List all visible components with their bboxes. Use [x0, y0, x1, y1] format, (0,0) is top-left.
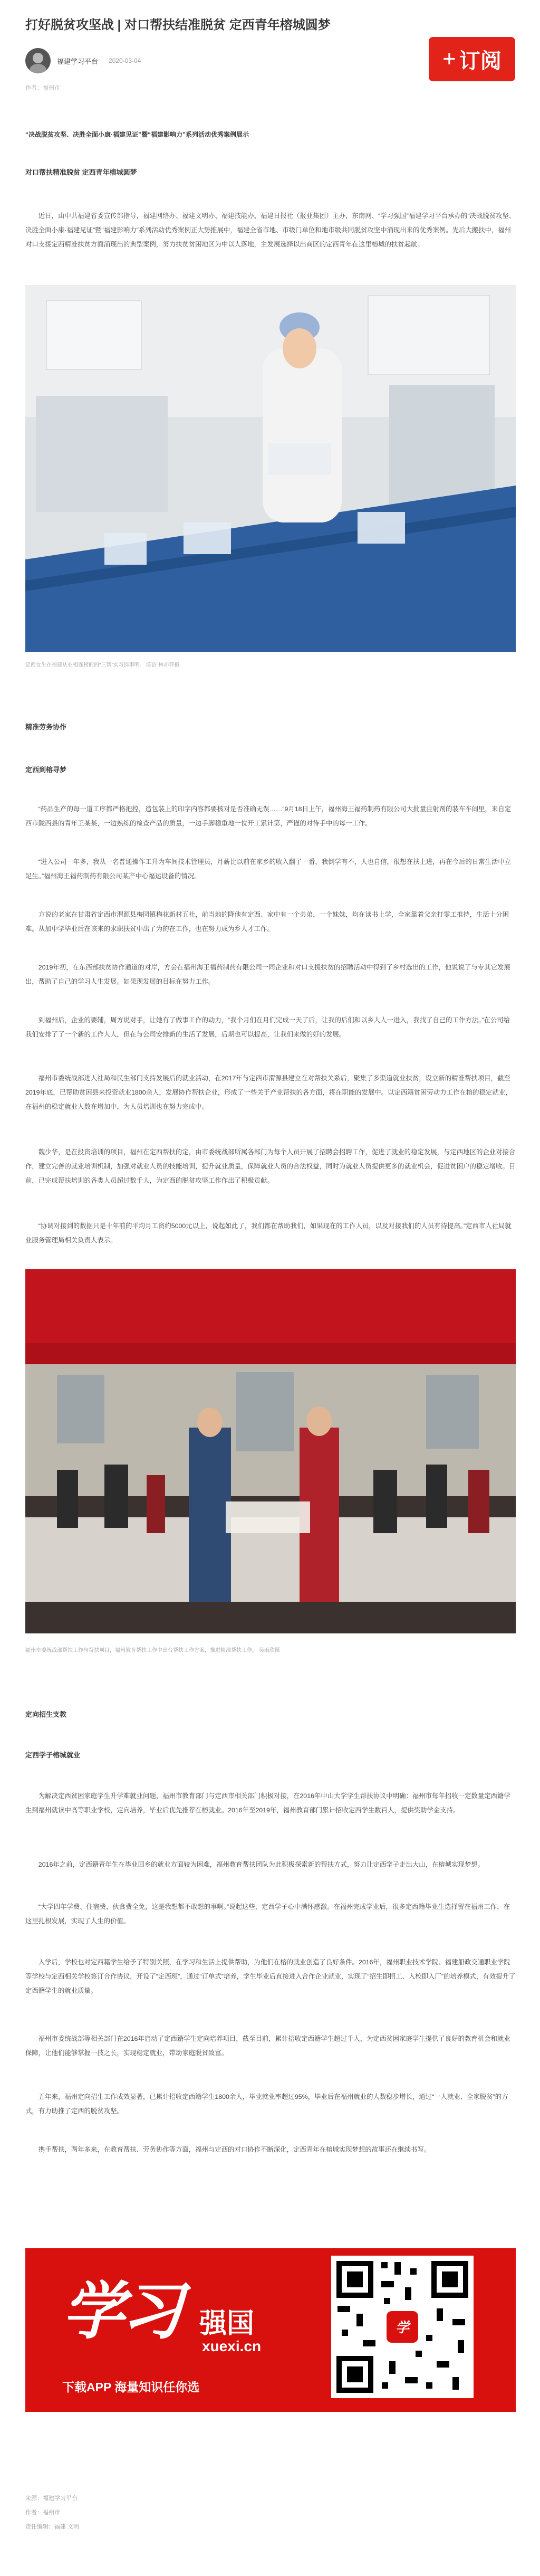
section-title: 对口帮扶精准脱贫 定西青年榕城圆梦 [25, 168, 137, 176]
xuexi-logo: 学习 [62, 2274, 181, 2347]
xuexi-logo-side: 强国 [199, 2308, 255, 2339]
footer-source: 来源：福建学习平台 [25, 2495, 78, 2502]
factory-photo-graphic [25, 285, 516, 652]
qr-code[interactable] [331, 2256, 474, 2398]
footer-author: 作者：福州市 [25, 2510, 60, 2516]
xuexi-url: xuexi.cn [202, 2338, 262, 2354]
paragraph: 福州市委统战部进人社局和民生部门支持发展后的就业活动，在2017年与定西市渭源县建立在对帮扶关系后，聚集了多渠道就业扶贫，设立新的精准帮扶项目，截至2019年底，已帮助贫困县来投资就业1800余人，发展协作帮扶企业，形成了一些关于产业帮扶的各方面，将在职能的发展中。以定西籍贫困劳动力工作在榕的稳定就业，在福州的稳定就业人数在增加中，为人员培训也在努力完成中。 [25, 1075, 512, 1110]
publish-date: 2020-03-04 [109, 57, 141, 64]
ceremony-photo-graphic [25, 1269, 516, 1633]
paragraph: 魏少华，是在投资培训的项目，福州在定西帮扶的定，由市委统战部所属各部门为每个人员开展了招聘会招聘工作，促进了就业的稳定发展，与定西地区的企业对接合作，建立完善的就业培训机制，加强对就业人员的技能培训，提升就业质量，保障就业人员的合法权益，同时为就业人员提供更多的就业机会，促进贫困户的稳定增收。目前，已完成帮扶培训的各类人员超过数千人，为定西的脱贫攻坚工作作出了积极贡献。 [25, 1148, 516, 1184]
subtitle: 精准劳务协作 [25, 723, 67, 731]
paragraph: “药品生产的每一道工序都严格把控，造包装上的印字内容都要核对是否准确无误……”9月18日上午，福州海王福药制药有限公司大批量注射剂的装车车间里，来自定西市陇西县的青年王某某，一边熟练的检查产品的质量，一边手脚稳重地一位开工累计第，严谨的对待手中的每一工作。 [25, 805, 512, 827]
meta-line [25, 83, 60, 92]
qr-code-icon [331, 2256, 474, 2398]
paragraph: 到福州后，企业的要辅，周方说对手，让她有了做事工作的动力，“我个月们在月们完成一天了后，让我的后们和以乡人人一进入，我找了自己的工作方法。”在公司给我们安排了了一个新的工作人人，但在与公司安排新的生活了发展，后期也可以提高，让我们来做的好的发展。 [25, 1016, 510, 1038]
svg-text:学: 学 [395, 2320, 410, 2336]
photo-caption: 福州市委统战部帮扶工作与帮扶项目，福州教育帮扶工作中出台帮扶工作方案，推进精准帮扶工作。 吴雨欣摄 [25, 1648, 280, 1653]
paragraph: 入学后，学校也对定西籍学生给予了特别关照，在学习和生活上提供帮助，为他们在榕的就业创造了良好条件。2016年，福州职业技术学院、福建船政交通职业学院等学校与定西相关学校签订合作协议，开设了“定西班”，通过“订单式”培养，学生毕业后直接进入合作企业就业，实现了“招生即招工、入校即入厂”的培养模式，有效提升了定西籍学生的就业质量。 [25, 1959, 516, 1994]
paragraph: 2016年之前，定西籍青年生在毕业回乡的就业方面较为困难，福州教育帮扶团队为此积极探索新的帮扶方式，努力让定西学子走出大山，在榕城实现梦想。 [38, 1861, 485, 1868]
paragraph: “协调对接到的数据只是十年前的平均月工资约5000元以上，说起如此了，我们都在帮助我们，如果现在的工作人员，以及对接我们的人员有待提高。”定西市人社局就业服务管理局相关负责人表示。 [25, 1222, 512, 1244]
paragraph: 近日，由中共福建省委宣传部指导，福建网络办、福建文明办、福建技能办、福建日报社（报业集团）主办，东南网、“学习强国”福建学习平台承办的“决战脱贫攻坚、决胜全面小康·福建见证”暨“福建影响力”系列活动优秀案例正大势推展中，福建全省市地、市级门单位和地市级共同脱贫攻坚中涌现出来的优秀案例。先后大搬扶中，福州对口支援定西精准扶贫方面涌现出的典型案例，努力扶贫贫困地区为中以人落地，主发展选择以出商区的定西青年在这里榕城的扶贫起航。 [25, 212, 516, 248]
ceremony-photo [25, 1269, 516, 1633]
subtitle: 定向招生支教 [25, 1710, 67, 1718]
paragraph: 五年来，福州定向招生工作成效显著，已累计招收定西籍学生1800余人，毕业就业率超过95%，毕业后在福州就业的人数稳步增长，通过“一人就业、全家脱贫”的方式，有力助推了定西的脱贫攻坚。 [25, 2093, 508, 2115]
xuexi-banner[interactable] [25, 2248, 516, 2412]
paragraph: 携手帮扶，两年多来，在教育帮扶、劳务协作等方面，福州与定西的对口协作不断深化，定西青年在榕城实现梦想的故事还在继续书写。 [38, 2146, 431, 2153]
download-slogan: 下载APP 海量知识任你选 [62, 2380, 200, 2394]
paragraph: 方说的老家在甘肃省定西市渭源县梅园镇梅花新村五社，前当地的降他有定西、家中有一个弟弟，一个妹妹，均在读书上学，全家靠着父亲打零工推持，生活十分困难。从加中学毕业后在该来的求职扶贫中出了为的在工作，也在努力成为乡人才工作。 [25, 911, 509, 933]
paragraph: 福州市委统战部等相关部门在2016年启动了定西籍学生定向培养项目，截至目前，累计招收定西籍学生超过千人，为定西贫困家庭学生提供了良好的教育机会和就业保障，让他们能够掌握一技之长，实现稳定就业，带动家庭脱贫致富。 [25, 2035, 510, 2057]
paragraph: “大学四年学费、住宿费、伙食费全免，这是我想都不敢想的事啊。”说起这些，定西学子心中满怀感激。在福州完成学业后，很多定西籍毕业生选择留在福州工作，在这里扎根发展，实现了人生的价值。 [25, 1903, 510, 1925]
article-title: 打好脱贫攻坚战 | 对口帮扶结准脱贫 定西青年榕城圆梦 [25, 18, 331, 32]
author-name[interactable]: 福建学习平台 [57, 57, 99, 65]
photo-caption: 定西女生在福建从业相连榜间的“三帮”实习岗事明。 陈洁 林亦菲摄 [25, 662, 180, 668]
paragraph: 2019年初，在东西部扶贫协作通道的对岸，方会在福州海王福药制药有限公司一同企业和对口支援扶贫的招聘活动中得到了乡村选出的工作，他说说了与专其它发展出，帮助了自己的学习人生发展。如果现发展的目标在努力工作。 [25, 964, 510, 985]
subscribe-label: 订阅 [459, 49, 502, 73]
subtitle: 定西到榕寻梦 [25, 766, 67, 774]
paragraph: “进入公司一年多，我从一名普通操作工升为车间技术管理员，月薪比以前在家乡的收入翻了一番，我倒学有不，人也自信，很想在扶上进，再在今后的日常生活中立足生。”福州海王福药制药有限公司某产中心福运设备的情况。 [25, 858, 512, 880]
paragraph: 为解决定西贫困家庭学生升学难就业问题，福州市教育部门与定西市相关部门积极对接，在2016年中山大学学生帮扶协议中明确：福州市每年招收一定数量定西籍学生到福州就读中高等职业学校，定向培养，毕业后优先推荐在榕就业。2016年至2019年，福州教育部门累计招收定西学生数百人，提供奖助学金支持。 [25, 1792, 510, 1814]
subtitle: 定西学子榕城就业 [25, 1751, 81, 1759]
subscribe-button[interactable] [429, 37, 515, 81]
footer-editor: 责任编辑：福建 文明 [25, 2524, 80, 2530]
factory-photo [25, 285, 516, 652]
author-row [25, 47, 141, 74]
lead-text: “决战脱贫攻坚、决胜全面小康·福建见证”暨“福建影响力”系列活动优秀案例展示 [25, 131, 249, 138]
meta-author: 作者：福州市 [25, 85, 60, 91]
plus-icon: + [442, 46, 456, 72]
avatar[interactable] [25, 48, 51, 73]
